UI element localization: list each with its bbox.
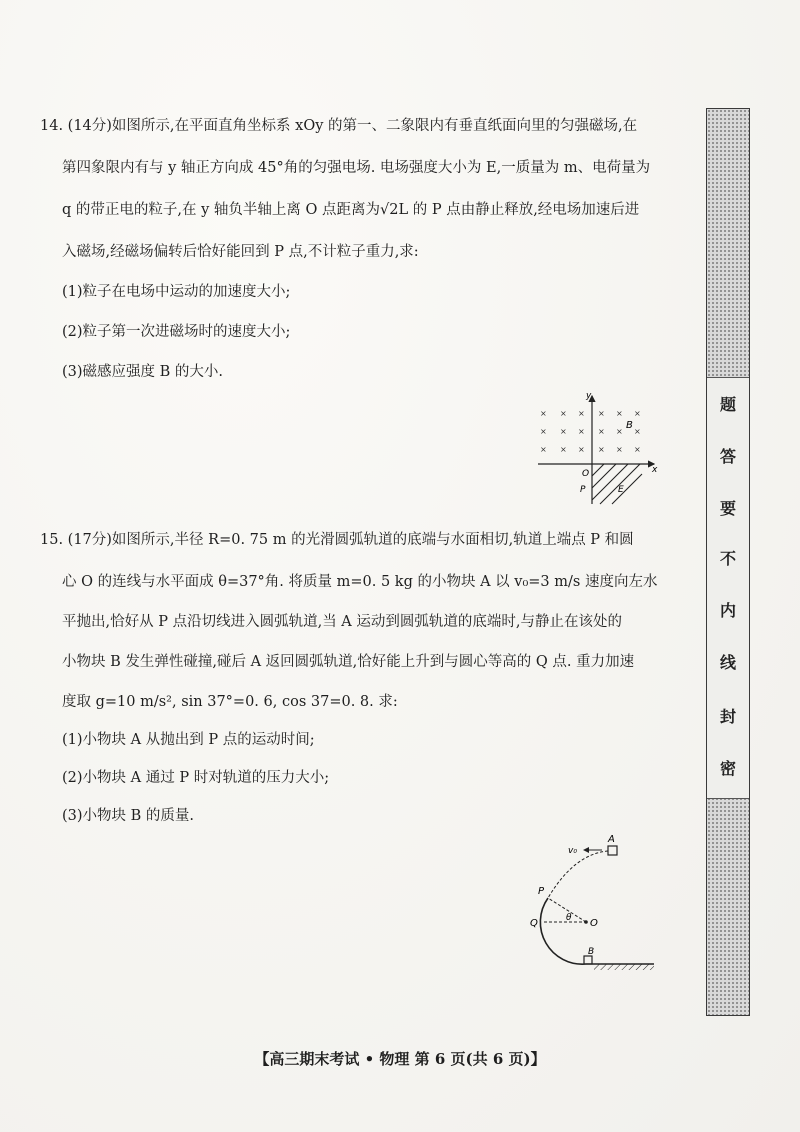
q15-figure	[514, 830, 664, 980]
label-q: Q	[530, 918, 538, 929]
svg-text:×: ×	[578, 409, 585, 418]
seal-margin-strip	[706, 108, 750, 1016]
q14-line-2: 第四象限内有与 y 轴正方向成 45°角的匀强电场. 电场强度大小为 E,一质量为 m、电荷量为	[62, 160, 651, 176]
q14-line-4: 入磁场,经磁场偏转后恰好能回到 P 点,不计粒子重力,求:	[62, 244, 419, 260]
svg-text:×: ×	[598, 409, 605, 418]
svg-text:×: ×	[634, 409, 641, 418]
label-p: P	[580, 485, 586, 495]
svg-text:×: ×	[560, 427, 567, 436]
seal-char-3: 要	[719, 499, 736, 518]
svg-text:×: ×	[598, 427, 605, 436]
ground-hatch	[594, 964, 654, 970]
seal-char-4: 不	[719, 549, 736, 568]
svg-text:×: ×	[578, 445, 585, 454]
label-o: O	[590, 918, 598, 929]
label-o: O	[582, 469, 590, 479]
seal-char-1: 题	[719, 395, 736, 414]
page-footer: 【高三期末考试 • 物理 第 6 页(共 6 页)】	[254, 1050, 546, 1068]
seal-char-8: 密	[719, 759, 736, 778]
label-y: y	[586, 392, 592, 401]
q14-line-3: q 的带正电的粒子,在 y 轴负半轴上离 O 点距离为√2L 的 P 点由静止释放,经电场加速后进	[62, 202, 640, 218]
q14-line-1: 14. (14分)如图所示,在平面直角坐标系 xOy 的第一、二象限内有垂直纸面向里的匀强磁场,在	[40, 118, 638, 134]
seal-char-6: 线	[719, 653, 736, 672]
seal-char-2: 答	[719, 447, 736, 466]
svg-text:×: ×	[634, 445, 641, 454]
q15-line-5: 度取 g=10 m/s², sin 37°=0. 6, cos 37=0. 8. 求:	[62, 694, 398, 710]
label-theta: θ	[566, 913, 572, 923]
q14-sub-1: (1)粒子在电场中运动的加速度大小;	[62, 284, 291, 300]
q15-line-3: 平抛出,恰好从 P 点沿切线进入圆弧轨道,当 A 运动到圆弧轨道的底端时,与静止在该处的	[62, 614, 622, 630]
svg-text:×: ×	[616, 427, 623, 436]
seal-char-7: 封	[719, 707, 736, 726]
magnetic-field-marks	[540, 409, 641, 454]
q15-line-2: 心 O 的连线与水平面成 θ=37°角. 将质量 m=0. 5 kg 的小物块 A 以 v₀=3 m/s 速度向左水	[62, 574, 658, 590]
q15-line-4: 小物块 B 发生弹性碰撞,碰后 A 返回圆弧轨道,恰好能上升到与圆心等高的 Q 点. 重力加速	[62, 654, 635, 670]
q15-sub-2: (2)小物块 A 通过 P 时对轨道的压力大小;	[62, 770, 330, 786]
seal-warning-band	[707, 377, 749, 799]
projectile-path	[548, 851, 608, 898]
label-p: P	[538, 886, 545, 897]
label-b: B	[626, 420, 633, 431]
center-o	[584, 920, 588, 924]
svg-text:×: ×	[540, 445, 547, 454]
label-e: E	[618, 485, 624, 495]
block-b	[584, 956, 592, 964]
q14-sub-2: (2)粒子第一次进磁场时的速度大小;	[62, 324, 291, 340]
svg-text:×: ×	[616, 409, 623, 418]
svg-text:×: ×	[560, 409, 567, 418]
q15-line-1: 15. (17分)如图所示,半径 R=0. 75 m 的光滑圆弧轨道的底端与水面相切,轨道上端点 P 和圆	[40, 532, 634, 548]
q14-figure	[530, 392, 660, 512]
label-b: B	[588, 947, 595, 957]
svg-text:×: ×	[578, 427, 585, 436]
label-a: A	[608, 834, 615, 845]
svg-text:×: ×	[560, 445, 567, 454]
svg-text:×: ×	[616, 445, 623, 454]
svg-text:×: ×	[540, 409, 547, 418]
q15-sub-1: (1)小物块 A 从抛出到 P 点的运动时间;	[62, 732, 315, 748]
svg-text:×: ×	[634, 427, 641, 436]
q15-sub-3: (3)小物块 B 的质量.	[62, 808, 195, 824]
svg-text:×: ×	[540, 427, 547, 436]
q14-sub-3: (3)磁感应强度 B 的大小.	[62, 364, 224, 380]
svg-text:×: ×	[598, 445, 605, 454]
seal-char-5: 内	[719, 601, 736, 620]
label-x: x	[652, 465, 658, 475]
block-a	[608, 846, 617, 855]
electric-field-lines	[592, 464, 642, 504]
label-v0: v₀	[568, 846, 577, 856]
